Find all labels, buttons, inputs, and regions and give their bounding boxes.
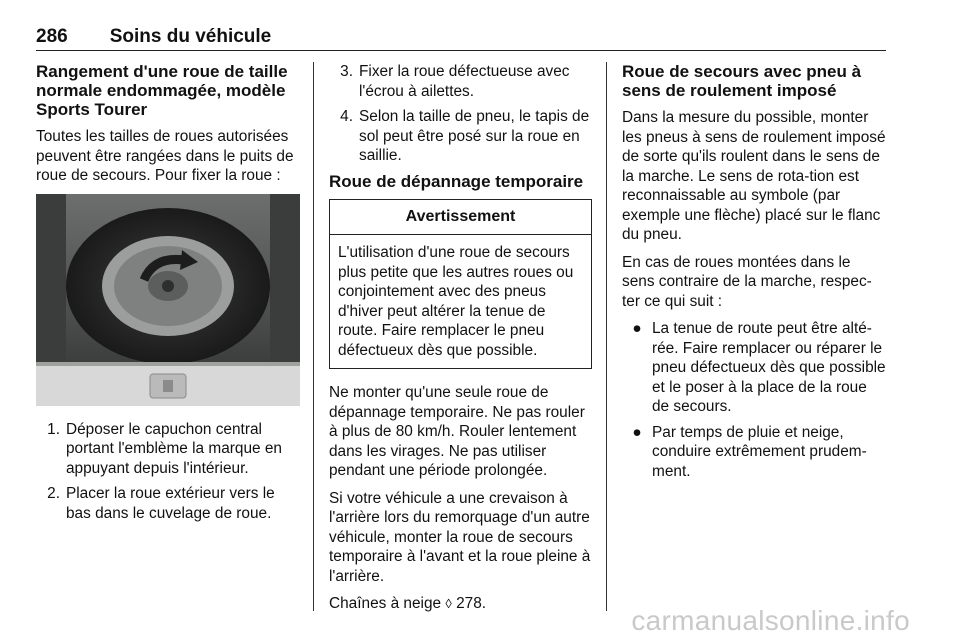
bullet-icon: ●	[632, 320, 642, 337]
page-number: 286	[36, 26, 68, 47]
page-header	[36, 26, 886, 48]
section-title: Soins du véhicule	[109, 26, 272, 47]
spare-wheel-illustration	[36, 194, 300, 406]
list-item: 3. Fixer la roue défectueuse avec l'écrou à ailettes.	[340, 63, 570, 100]
bullet-list	[622, 319, 887, 481]
section-heading-directional-tyre: Roue de secours avec pneu à sens de roulement imposé	[622, 62, 862, 100]
paragraph: Si votre véhicule a une crevaison à l'arrière lors du remorquage d'un autre véhicule, monter la roue de secours temporaire à l'avant et la roue pleine à l'arrière.	[329, 489, 591, 585]
cross-reference-icon: ◊	[445, 596, 452, 611]
paragraph: En cas de roues montées dans le sens contraire de la marche, respec-ter ce qui suit :	[622, 253, 872, 310]
column-divider-2	[606, 62, 607, 611]
spare-wheel-photo	[36, 194, 300, 406]
page-reference-link[interactable]: 278.	[456, 595, 487, 612]
list-item: 2. Placer la roue extérieur vers le bas dans le cuvelage de roue.	[47, 485, 275, 522]
paragraph: Ne monter qu'une seule roue de dépannage temporaire. Ne pas rouler à plus de 80 km/h. Rouler lentement dans les virages. Ne pas utiliser pendant une période prolongée.	[329, 384, 585, 479]
bullet-icon: ●	[632, 423, 642, 441]
warning-body: L'utilisation d'une roue de secours plus petite que les autres roues ou conjointement avec des pneus d'hiver peut altérer la tenue de route. Faire remplacer le pneu défectueux dès que possible.	[338, 244, 574, 359]
list-item: ● Par temps de pluie et neige, conduire extrêmement prudem-ment.	[622, 423, 887, 482]
section-heading-temporary-wheel: Roue de dépannage temporaire	[329, 171, 584, 191]
column-2	[329, 62, 592, 622]
column-3	[622, 62, 887, 487]
list-item: 4. Selon la taille de pneu, le tapis de sol peut être posé sur la roue en saillie.	[340, 108, 590, 164]
watermark: carmanualsonline.info	[631, 605, 910, 636]
warning-title: Avertissement	[330, 200, 591, 236]
list-item: ● La tenue de route peut être alté-rée. Faire remplacer ou réparer le pneu défectueux dès que possible et le poser à la place de la roue de secours.	[622, 319, 887, 417]
snow-chains-reference: Chaînes à neige ◊ 278.	[329, 595, 487, 612]
column-divider-1	[313, 62, 314, 611]
warning-box	[329, 199, 592, 370]
steps-list-1	[36, 420, 300, 524]
steps-list-2	[329, 62, 592, 166]
intro-paragraph: Toutes les tailles de roues autorisées peuvent être rangées dans le puits de roue de secours. Pour fixer la roue :	[36, 128, 294, 184]
section-heading-storage: Rangement d'une roue de taille normale endommagée, modèle Sports Tourer	[36, 62, 288, 119]
list-item: 1. Déposer le capuchon central portant l'emblème la marque en appuyant depuis l'intérieur.	[47, 420, 282, 477]
column-1	[36, 62, 300, 529]
header-rule	[36, 50, 886, 51]
paragraph: Dans la mesure du possible, monter les pneus à sens de roulement imposé de sorte qu'ils roulent dans le sens de la marche. Le sens de rota-tion est reconnaissable au symbole (par exemple une flèche) placé sur le flanc du pneu.	[622, 109, 886, 243]
